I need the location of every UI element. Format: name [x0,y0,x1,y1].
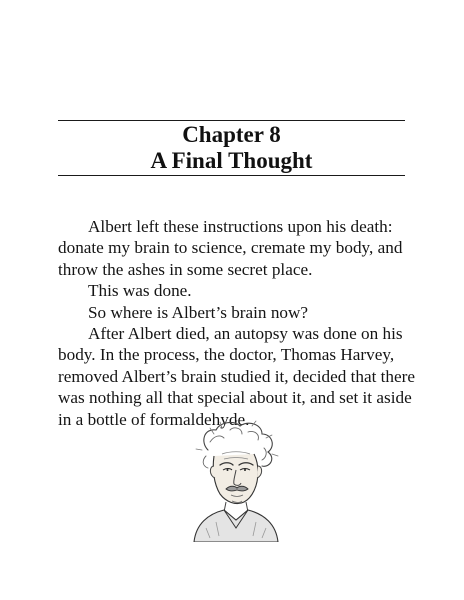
chapter-body [58,216,418,430]
paragraph: This was done. [88,281,192,301]
chapter-heading [58,122,405,174]
paragraph: After Albert died, an autopsy was done on his body. In the process, the doctor, Thomas Harvey, removed Albert’s brain studied it, decided that there was nothing all that special about it, and set it aside in a bottle of formaldehyde. [58,324,416,429]
paragraph: So where is Albert’s brain now? [88,302,309,322]
chapter-number: Chapter 8 [182,122,281,147]
heading-bottom-rule [58,175,405,176]
heading-top-rule [58,120,405,121]
paragraph: Albert left these instructions upon his death: donate my brain to science, cremate my body, and throw the ashes in some secret place. [58,217,403,279]
chapter-title: A Final Thought [150,148,313,173]
einstein-sketch-illustration [186,420,284,542]
